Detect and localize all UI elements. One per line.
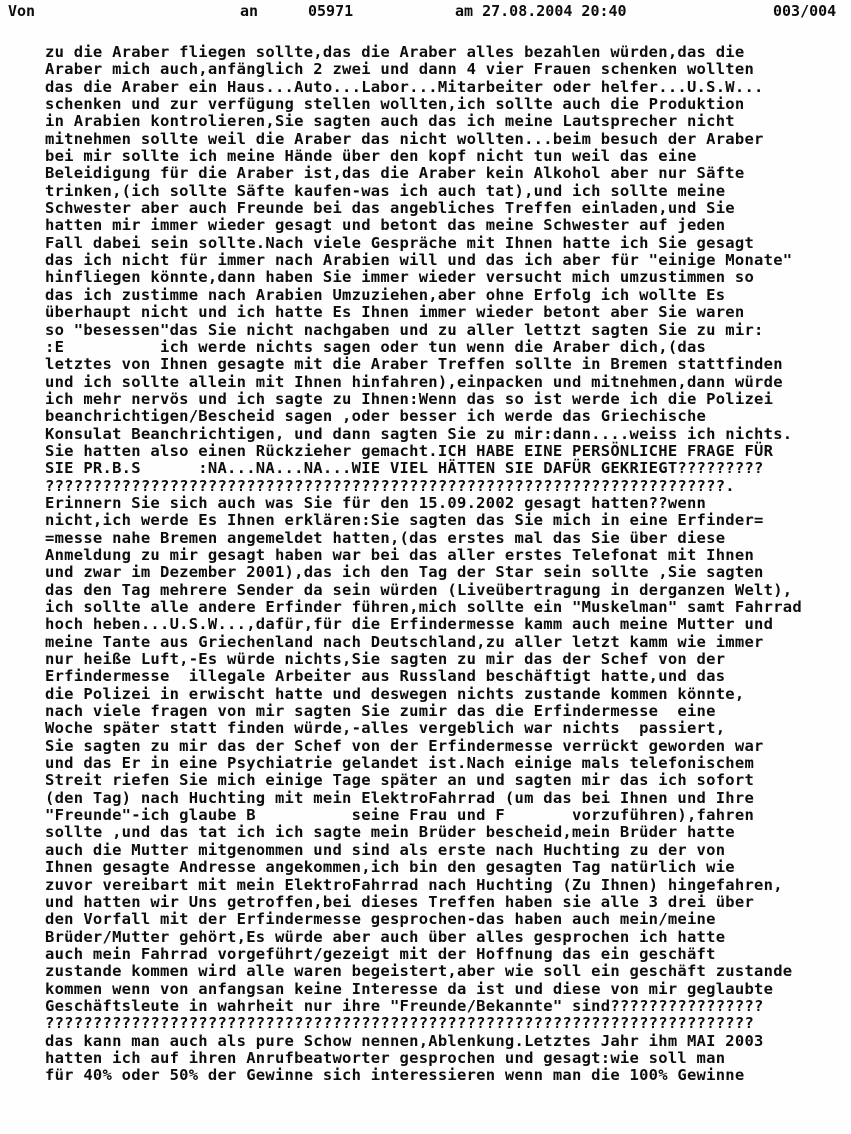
text-line: meine Tante aus Griechenland nach Deutschland,zu aller letzt kamm wie immer — [45, 632, 764, 651]
text-line: das kann man auch als pure Schow nennen,Ablenkung.Letztes Jahr ihm MAI 2003 — [45, 1031, 764, 1050]
text-line: hoch heben...U.S.W...,dafür,für die Erfindermesse kamm auch meine Mutter und — [45, 615, 774, 634]
text-line: nicht,ich werde Es Ihnen erklären:Sie sagten das Sie mich in eine Erfinder= — [45, 511, 764, 530]
text-line: letztes von Ihnen gesagte mit die Araber Treffen sollte in Bremen stattfinden — [45, 355, 783, 374]
text-line: zuvor vereibart mit mein ElektroFahrrad nach Huchting (Zu Ihnen) hingefahren, — [45, 875, 783, 894]
text-line: Sie hatten also einen Rückzieher gemacht.ICH HABE EINE PERSÖNLICHE FRAGE FÜR — [45, 441, 774, 460]
text-line: das den Tag mehrere Sender da sein würden (Liveübertragung in derganzen Welt), — [45, 580, 793, 599]
text-line: Woche später statt finden würde,-alles vergeblich war nichts passiert, — [45, 719, 726, 738]
text-line: in Arabien kontrolieren,Sie sagten auch das ich meine Lautsprecher nicht — [45, 112, 735, 131]
text-line: den Vorfall mit der Erfindermesse gesprochen-das haben auch mein/meine — [45, 910, 716, 929]
text-line: Konsulat Beanchrichtigen, und dann sagten Sie zu mir:dann....weiss ich nichts. — [45, 424, 793, 443]
text-line: ich mehr nervös und ich sagte zu Ihnen:Wenn das so ist werde ich die Polizei — [45, 389, 774, 408]
text-line: und hatten wir Uns getroffen,bei dieses Treffen haben sie alle 3 drei über — [45, 892, 755, 911]
text-line: beanchrichtigen/Bescheid sagen ,oder besser ich werde das Griechische — [45, 407, 707, 426]
text-line: Schwester aber auch Freunde bei das angebliches Treffen einladen,und Sie — [45, 199, 735, 218]
text-line: und das Er in eine Psychiatrie gelandet ist.Nach einige mals telefonischem — [45, 754, 755, 773]
text-line: :E ich werde nichts sagen oder tun wenn die Araber dich,(das — [45, 337, 707, 356]
text-line: bei mir sollte ich meine Hände über den kopf nicht tun weil das eine — [45, 147, 697, 166]
fax-header-datetime: am 27.08.2004 20:40 — [455, 2, 627, 20]
text-line: so "besessen"das Sie nicht nachgaben und zu aller lettzt sagten Sie zu mir: — [45, 320, 764, 339]
text-line: für 40% oder 50% der Gewinne sich interessieren wenn man die 100% Gewinne — [45, 1066, 745, 1085]
fax-body-text — [45, 44, 845, 1085]
fax-header-page-count: 003/004 — [773, 2, 837, 20]
text-line: Brüder/Mutter gehört,Es würde aber auch über alles gesprochen ich hatte — [45, 927, 726, 946]
text-line: Sie sagten zu mir das der Schef von der Erfindermesse verrückt geworden war — [45, 736, 764, 755]
fax-header-to-label: an — [240, 2, 259, 20]
text-line: und zwar im Dezember 2001),das ich den Tag der Star sein sollte ,Sie sagten — [45, 563, 764, 582]
text-line: auch die Mutter mitgenommen und sind als erste nach Huchting zu der von — [45, 840, 726, 859]
text-line: nach viele fragen von mir sagten Sie zumir das die Erfindermesse eine — [45, 702, 716, 721]
text-line: das ich zustimme nach Arabien Umzuziehen,aber ohne Erfolg ich wollte Es — [45, 285, 726, 304]
text-line: zustande kommen wird alle waren begeistert,aber wie soll ein geschäft zustande — [45, 962, 793, 981]
text-line: Araber mich auch,anfänglich 2 zwei und dann 4 vier Frauen schenken wollten — [45, 60, 755, 79]
text-line: Geschäftsleute in wahrheit nur ihre "Freunde/Bekannte" sind???????????????? — [45, 996, 764, 1015]
text-line: kommen wenn von anfangsan keine Interesse da ist und diese von mir geglaubte — [45, 979, 774, 998]
text-line: hatten mir immer wieder gesagt und betont das meine Schwester auf jeden — [45, 216, 726, 235]
text-line: überhaupt nicht und ich hatte Es Ihnen immer wieder betont aber Sie waren — [45, 303, 745, 322]
text-line: hinfliegen könnte,dann haben Sie immer wieder versucht mich umzustimmen so — [45, 268, 755, 287]
text-line: zu die Araber fliegen sollte,das die Araber alles bezahlen würden,das die — [45, 43, 745, 61]
text-line: die Polizei in erwischt hatte und deswegen nichts zustande kommen könnte, — [45, 684, 745, 703]
text-line: und ich sollte allein mit Ihnen hinfahren),einpacken und mitnehmen,dann würde — [45, 372, 783, 391]
text-line: auch mein Fahrrad vorgeführt/gezeigt mit der Hoffnung das ein geschäft — [45, 944, 716, 963]
fax-header — [0, 1, 851, 23]
text-line: Anmeldung zu mir gesagt haben war bei das aller erstes Telefonat mit Ihnen — [45, 545, 755, 564]
text-line: (den Tag) nach Huchting mit mein ElektroFahrrad (um das bei Ihnen und Ihre — [45, 788, 755, 807]
text-line: Erinnern Sie sich auch was Sie für den 15.09.2002 gesagt hatten??wenn — [45, 493, 707, 512]
fax-header-from-label: Von — [8, 2, 36, 20]
text-line: das ich nicht für immer nach Arabien will und das ich aber für "einige Monate" — [45, 251, 793, 270]
text-line: das die Araber ein Haus...Auto...Labor...Mitarbeiter oder helfer...U.S.W... — [45, 77, 764, 96]
text-line: schenken und zur verfügung stellen wollten,ich sollte auch die Produktion — [45, 95, 745, 114]
text-line: Beleidigung für die Araber ist,das die Araber kein Alkohol aber nur Säfte — [45, 164, 745, 183]
text-line: sollte ,und das tat ich ich sagte mein Brüder bescheid,mein Brüder hatte — [45, 823, 735, 842]
text-line: ???????????????????????????????????????????????????????????????????????. — [45, 476, 735, 495]
text-line: nur heiße Luft,-Es würde nichts,Sie sagten zu mir das der Schef von der — [45, 650, 726, 669]
text-line: Streit riefen Sie mich einige Tage später an und sagten mir das ich sofort — [45, 771, 755, 790]
text-line: "Freunde"-ich glaube B seine Frau und F vorzuführen),fahren — [45, 806, 755, 825]
text-line: Erfindermesse illegale Arbeiter aus Russland beschäftigt hatte,und das — [45, 667, 726, 686]
text-line: hatten ich auf ihren Anrufbeatworter gesprochen und gesagt:wie soll man — [45, 1048, 726, 1067]
text-line: ?????????????????????????????????????????????????????????????????????????? — [45, 1014, 755, 1033]
text-line: SIE PR.B.S :NA...NA...NA...WIE VIEL HÄTTEN SIE DAFÜR GEKRIEGT????????? — [45, 459, 764, 478]
text-line: =messe nahe Bremen angemeldet hatten,(das erstes mal das Sie über diese — [45, 528, 726, 547]
text-line: Fall dabei sein sollte.Nach viele Gespräche mit Ihnen hatte ich Sie gesagt — [45, 233, 755, 252]
text-line: ich sollte alle andere Erfinder führen,mich sollte ein "Muskelman" samt Fahrrad — [45, 598, 802, 616]
text-line: mitnehmen sollte weil die Araber das nicht wollten...beim besuch der Araber — [45, 129, 764, 148]
text-line: trinken,(ich sollte Säfte kaufen-was ich auch tat),und ich sollte meine — [45, 181, 726, 200]
fax-header-number: 05971 — [308, 2, 354, 20]
text-line: Ihnen gesagte Andresse angekommen,ich bin den gesagten Tag natürlich wie — [45, 858, 735, 877]
